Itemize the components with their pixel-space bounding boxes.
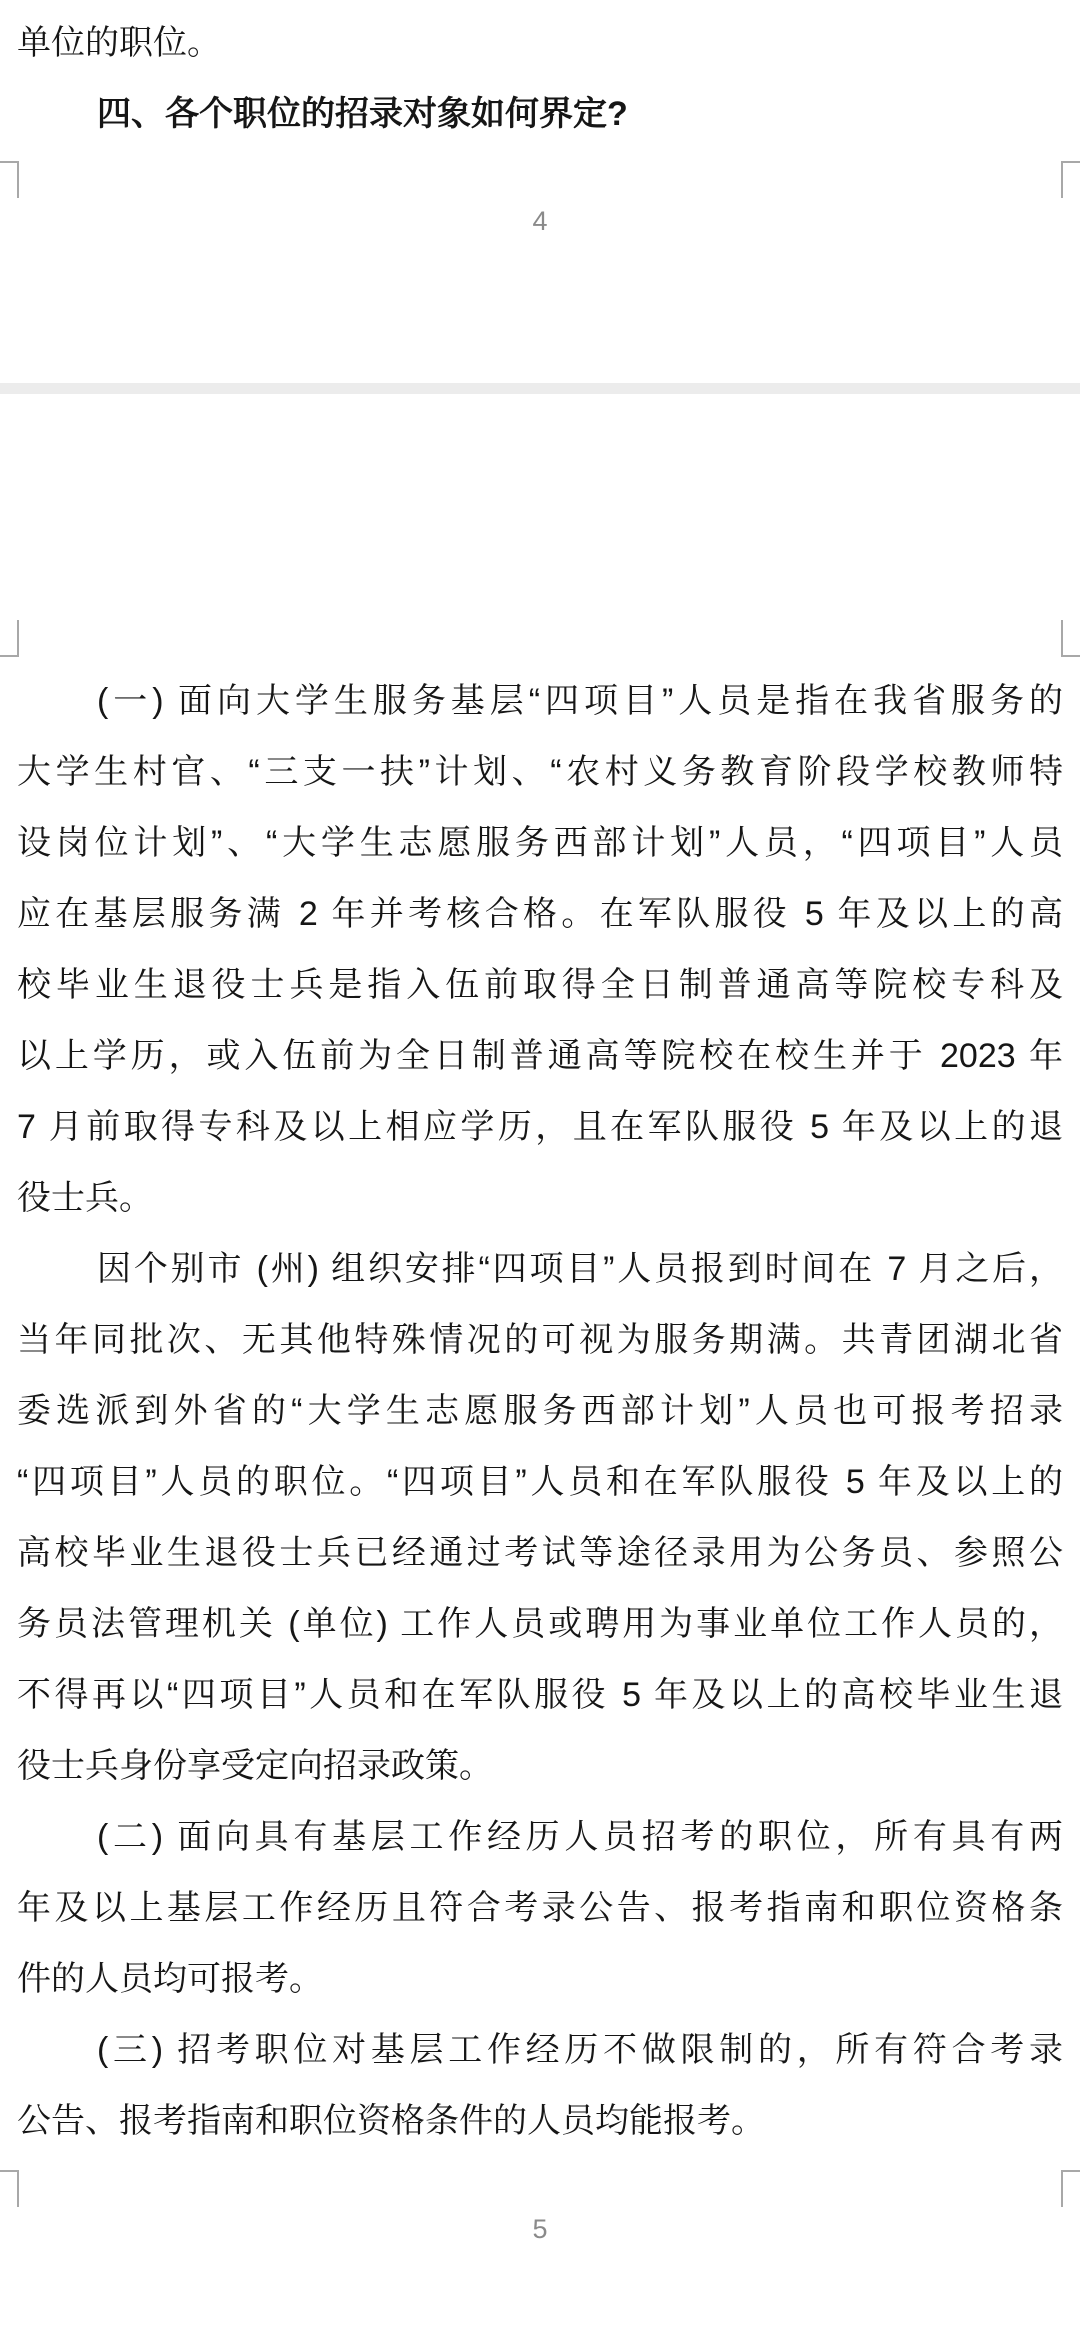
text-line: 公告、报考指南和职位资格条件的人员均能报考。 — [17, 2102, 765, 2140]
text-line: 务员法管理机关 (单位) 工作人员或聘用为事业单位工作人员的， — [17, 1605, 1063, 1643]
section-heading: 四、各个职位的招录对象如何界定? — [97, 95, 628, 133]
page4-tail-line: 单位的职位。 — [17, 24, 221, 62]
text-line: 当年同批次、无其他特殊情况的可视为服务期满。共青团湖北省 — [17, 1321, 1063, 1359]
text-line: 大学生村官、“三支一扶”计划、“农村义务教育阶段学校教师特 — [17, 753, 1063, 791]
text-line: “四项目”人员的职位。“四项目”人员和在军队服役 5 年及以上的 — [17, 1463, 1063, 1501]
text-line: (二) 面向具有基层工作经历人员招考的职位，所有具有两 — [97, 1818, 1063, 1856]
page5-number: 5 — [532, 2214, 548, 2244]
text-line: 高校毕业生退役士兵已经通过考试等途径录用为公务员、参照公 — [17, 1534, 1063, 1572]
page5-bottom-right-crop-mark — [1061, 2170, 1080, 2207]
page5-top-left-crop-mark — [0, 620, 19, 657]
text-line: (三) 招考职位对基层工作经历不做限制的，所有符合考录 — [97, 2031, 1063, 2069]
text-line: 役士兵身份享受定向招录政策。 — [17, 1747, 493, 1785]
text-line: 因个别市 (州) 组织安排“四项目”人员报到时间在 7 月之后， — [97, 1250, 1063, 1288]
text-line: 年及以上基层工作经历且符合考录公告、报考指南和职位资格条 — [17, 1889, 1063, 1927]
text-line: 件的人员均可报考。 — [17, 1960, 323, 1998]
text-line: 役士兵。 — [17, 1179, 153, 1217]
text-line: 校毕业生退役士兵是指入伍前取得全日制普通高等院校专科及 — [17, 966, 1063, 1004]
page5-top-right-crop-mark — [1061, 620, 1080, 657]
text-line: 委选派到外省的“大学生志愿服务西部计划”人员也可报考招录 — [17, 1392, 1063, 1430]
page-separator — [0, 383, 1080, 394]
page4-bottom-right-crop-mark — [1061, 161, 1080, 198]
text-line: 应在基层服务满 2 年并考核合格。在军队服役 5 年及以上的高 — [17, 895, 1063, 933]
page4-number: 4 — [532, 206, 548, 236]
page5-text-block — [17, 666, 1063, 2157]
text-line: (一) 面向大学生服务基层“四项目”人员是指在我省服务的 — [97, 682, 1063, 720]
text-line: 7 月前取得专科及以上相应学历，且在军队服役 5 年及以上的退 — [17, 1108, 1063, 1146]
text-line: 以上学历，或入伍前为全日制普通高等院校在校生并于 2023 年 — [17, 1037, 1063, 1075]
page4-bottom-left-crop-mark — [0, 161, 19, 198]
text-line: 不得再以“四项目”人员和在军队服役 5 年及以上的高校毕业生退 — [17, 1676, 1063, 1714]
text-line: 设岗位计划”、“大学生志愿服务西部计划”人员，“四项目”人员 — [17, 824, 1063, 862]
page5-bottom-left-crop-mark — [0, 2170, 19, 2207]
